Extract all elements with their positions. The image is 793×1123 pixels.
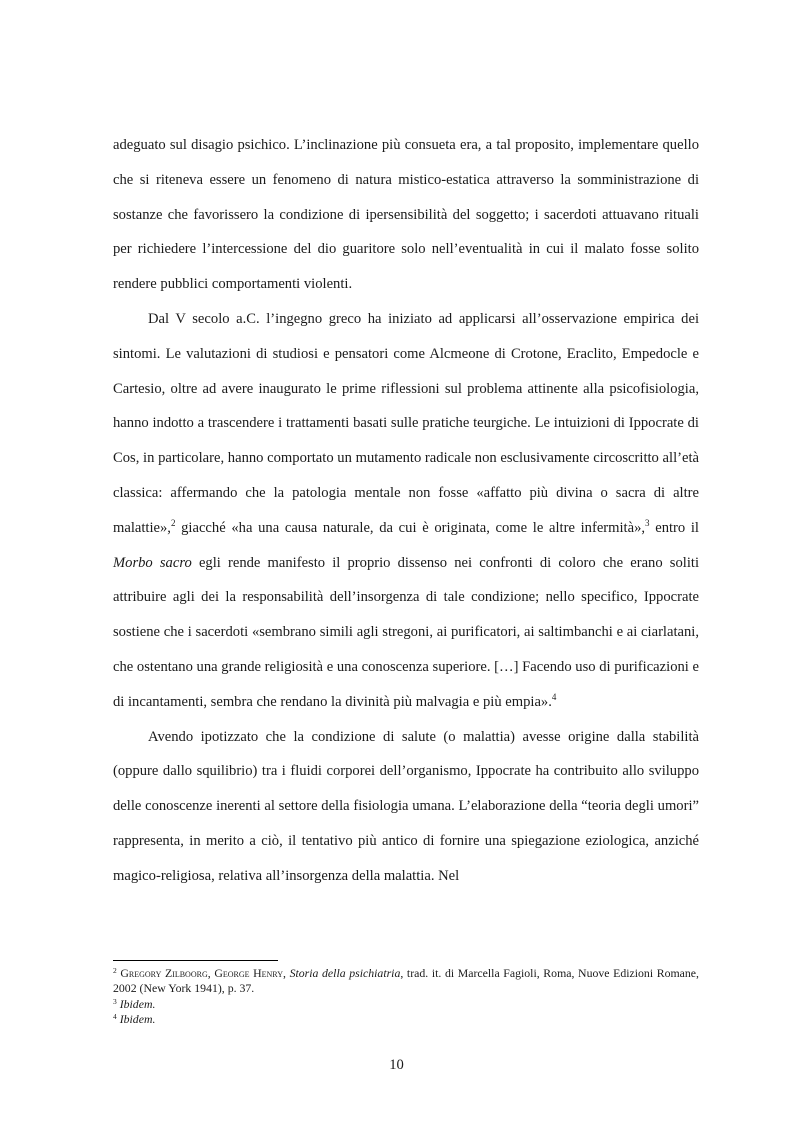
footnote-text: Ibidem.: [119, 996, 156, 1011]
paragraph-2: [113, 302, 699, 720]
page-number: 10: [389, 1057, 404, 1073]
footnotes: [113, 966, 699, 1028]
footnote-separator-text: ,: [207, 966, 215, 980]
footnote-citation: , trad. it. di Marcella Fagioli, Roma, Nuove Edizioni Romane, 2002 (New York 1941), p. 37.: [113, 966, 699, 996]
footnote-number: 3: [113, 996, 117, 1006]
footnote-book-title: Storia della psichiatria: [289, 966, 401, 980]
footnote-separator-text: ,: [282, 966, 290, 980]
work-title-morbo-sacro: Morbo sacro: [113, 554, 192, 571]
paragraph-2-text-c: entro il: [649, 519, 699, 536]
paragraph-3: Avendo ipotizzato che la condizione di salute (o malattia) avesse origine dalla stabilità (oppure dallo squilibrio) tra i fluidi corporei dell’organismo, Ippocrate ha contribuito allo sviluppo delle conoscenze inerenti al settore della fisiologia umana. L’elaborazione della “teoria degli umori” rappresenta, in merito a ciò, il tentativo più antico di fornire una spiegazione eziologica, anziché magico-religiosa, relativa all’insorgenza della malattia. Nel: [113, 728, 699, 884]
paragraph-2-text-a: Dal V secolo a.C. l’ingegno greco ha iniziato ad applicarsi all’osservazione empirica dei sintomi. Le valutazioni di studiosi e pensatori come Alcmeone di Crotone, Eraclito, Empedocle e Cartesio, oltre ad avere inaugurato le prime riflessioni sul problema attinente alla psicofisiologia, hanno indotto a trascendere i trattamenti basati sulle pratiche teurgiche. Le intuizioni di Ippocrate di Cos, in particolare, hanno comportato un mutamento radicale non esclusivamente circoscritto all’età classica: affermando che la patologia mentale non fosse «affatto più divina o sacra di altre malattie»,: [113, 310, 699, 536]
footnote-separator: [113, 960, 278, 961]
footnote-2: [113, 966, 699, 997]
footnote-3: [113, 997, 699, 1012]
footnote-ref-2[interactable]: 2: [170, 517, 176, 528]
footnote-text: Ibidem.: [119, 1012, 156, 1027]
footnote-ref-3[interactable]: 3: [645, 517, 650, 528]
paragraph-2-text-b: giacché «ha una causa naturale, da cui è originata, come le altre infermità»,: [175, 519, 646, 536]
paragraph-1: adeguato sul disagio psichico. L’inclinazione più consueta era, a tal proposito, implementare quello che si riteneva essere un fenomeno di natura mistico-estatica attraverso la somministrazione di sostanze che favorissero la condizione di ipersensibilità del soggetto; i sacerdoti attuavano rituali per richiedere l’intercessione del dio guaritore solo nell’eventualità in cui il malato fosse solito rendere pubblici comportamenti violenti.: [113, 137, 699, 293]
footnote-author: George Henry: [214, 966, 283, 980]
footnote-number: 2: [113, 966, 117, 975]
footnote-ref-4[interactable]: 4: [551, 691, 557, 702]
body-text: [113, 128, 699, 894]
paragraph-2-text-d: egli rende manifesto il proprio dissenso nei confronti di coloro che erano soliti attribuire agli dei la responsabilità dell’insorgenza di tale condizione; nello specifico, Ippocrate sostiene che i sacerdoti «sembrano simili agli stregoni, ai purificatori, ai saltimbanchi e ai ciarlatani, che ostentano una grande religiosità e una conoscenza superiore. […] Facendo uso di purificazioni e di incantamenti, sembra che rendano la divinità più malvagia e più empia».: [113, 554, 699, 710]
footnote-4: [113, 1012, 699, 1027]
footnote-author: Gregory Zilboorg: [120, 966, 208, 980]
footnote-number: 4: [113, 1012, 117, 1022]
